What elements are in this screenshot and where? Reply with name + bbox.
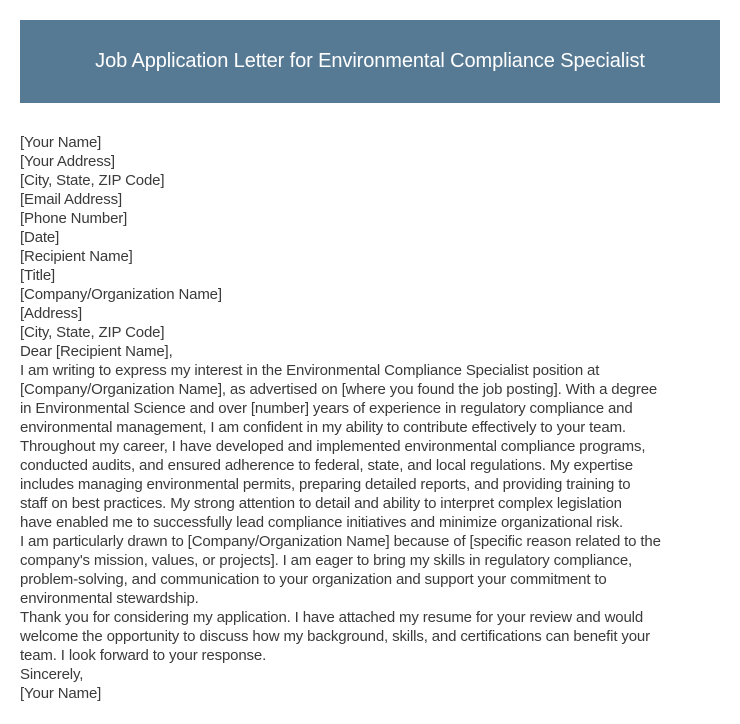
paragraph-line: problem-solving, and communication to your organization and support your commitment to: [20, 571, 607, 588]
closing: Sincerely,: [20, 666, 84, 683]
paragraph-line: team. I look forward to your response.: [20, 647, 267, 664]
letter-date: [Date]: [20, 229, 60, 246]
paragraph-line: welcome the opportunity to discuss how my background, skills, and certifications can benefit your: [20, 628, 650, 645]
recipient-organization: [Company/Organization Name]: [20, 286, 222, 303]
signature: [Your Name]: [20, 685, 102, 702]
recipient-city-state-zip: [City, State, ZIP Code]: [20, 324, 165, 341]
paragraph-line: environmental stewardship.: [20, 590, 199, 607]
sender-city-state-zip: [City, State, ZIP Code]: [20, 172, 165, 189]
sender-phone: [Phone Number]: [20, 210, 128, 227]
salutation: Dear [Recipient Name],: [20, 343, 173, 360]
recipient-title: [Title]: [20, 267, 56, 284]
paragraph-line: includes managing environmental permits, preparing detailed reports, and providing training to: [20, 476, 631, 493]
sender-block: [20, 133, 730, 247]
paragraph-line: conducted audits, and ensured adherence to federal, state, and local regulations. My expertise: [20, 457, 633, 474]
paragraph-motivation: [20, 532, 730, 608]
paragraph-line: Thank you for considering my application. I have attached my resume for your review and would: [20, 609, 644, 626]
letter-header: [20, 20, 720, 103]
recipient-block: [20, 247, 730, 342]
recipient-name: [Recipient Name]: [20, 248, 133, 265]
paragraph-closing: [20, 608, 730, 665]
paragraph-line: in Environmental Science and over [number] years of experience in regulatory compliance and: [20, 400, 633, 417]
sender-email: [Email Address]: [20, 191, 122, 208]
paragraph-line: company's mission, values, or projects]. I am eager to bring my skills in regulatory compliance,: [20, 552, 633, 569]
paragraph-line: environmental management, I am confident in my ability to contribute effectively to your team.: [20, 419, 626, 436]
page-title: Job Application Letter for Environmental Compliance Specialist: [95, 50, 645, 72]
paragraph-intro: [20, 361, 730, 532]
paragraph-line: I am writing to express my interest in the Environmental Compliance Specialist position at: [20, 362, 600, 379]
recipient-address: [Address]: [20, 305, 83, 322]
sender-name: [Your Name]: [20, 134, 102, 151]
paragraph-line: have enabled me to successfully lead compliance initiatives and minimize organizational risk.: [20, 514, 624, 531]
sender-address: [Your Address]: [20, 153, 115, 170]
paragraph-line: staff on best practices. My strong attention to detail and ability to interpret complex legislation: [20, 495, 622, 512]
paragraph-line: [Company/Organization Name], as advertised on [where you found the job posting]. With a degree: [20, 381, 658, 398]
paragraph-line: I am particularly drawn to [Company/Organization Name] because of [specific reason related to the: [20, 533, 661, 550]
letter-body: [20, 133, 730, 703]
paragraph-line: Throughout my career, I have developed and implemented environmental compliance programs,: [20, 438, 646, 455]
